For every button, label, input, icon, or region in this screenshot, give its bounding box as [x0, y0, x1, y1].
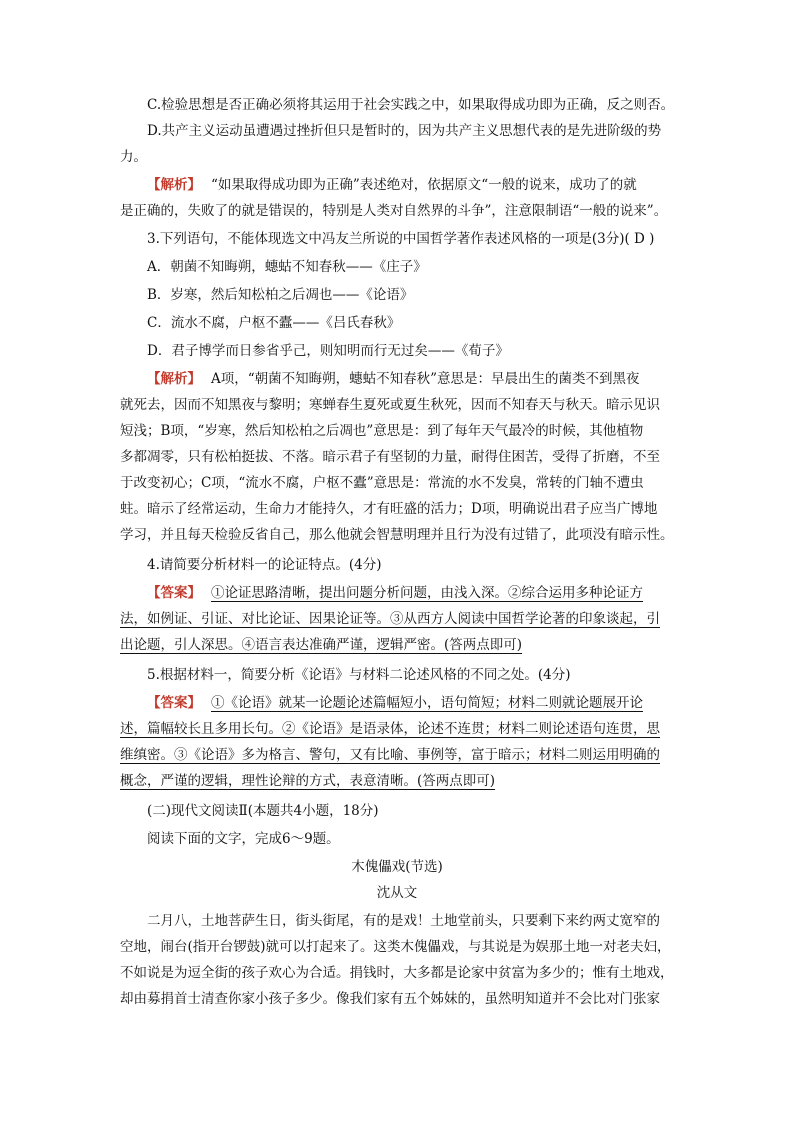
section2-instruction: 阅读下面的文字，完成6～9题。 — [147, 831, 340, 847]
q3-analysis-line6: 蛀。暗示了经常运动，生命力才能持久，才有旺盛的活力；D项，明确说出君子应当广博地 — [120, 501, 658, 517]
q5-answer-line4: 概念，严谨的逻辑，理性论辩的方式，表意清晰。(答两点即可) — [120, 773, 496, 789]
analysis-tag: 【解析】 — [147, 177, 201, 193]
q2-analysis-line1 — [147, 174, 637, 196]
q3-option-b: B．岁寒，然后知松柏之后凋也——《论语》 — [147, 287, 414, 303]
passage-line3: 不如说是为逗全街的孩子欢心为合适。捐钱时，大多都是论家中贫富为多少的；惟有土地戏， — [120, 965, 674, 981]
q4-stem: 4.请简要分析材料一的论证特点。(4分) — [147, 557, 382, 573]
q4-answer-line2: 法，如例证、引证、对比论证、因果论证等。③从西方人阅读中国哲学论著的印象谈起，引 — [120, 611, 660, 627]
passage-line4: 却由募捐首士清查你家小孩子多少。像我们家有五个姊妹的，虽然明知道并不会比对门张家 — [120, 991, 660, 1007]
q3-analysis-line4: 多都凋零，只有松柏挺拔、不落。暗示君子有坚韧的力量，耐得住困苦，受得了折磨，不至 — [120, 449, 660, 465]
q3-analysis-text1: A项，“朝菌不知晦朔，蟪蛄不知春秋”意思是：早晨出生的菌类不到黑夜 — [211, 371, 640, 387]
passage-author: 沈从文 — [376, 885, 418, 901]
q2-option-d-line2: 力。 — [120, 149, 147, 165]
q4-answer-line1 — [147, 582, 643, 604]
answer-tag: 【答案】 — [147, 585, 201, 601]
q3-analysis-line2: 就死去，因而不知黑夜与黎明；寒蝉春生夏死或夏生秋死，因而不知春天与秋天。暗示见识 — [120, 397, 660, 413]
q3-option-c: C．流水不腐，户枢不蠹——《吕氏春秋》 — [147, 315, 401, 331]
q3-option-d: D．君子博学而日参省乎己，则知明而行无过矣——《荀子》 — [147, 343, 509, 359]
q5-answer-text1: ①《论语》就某一论题论述篇幅短小，语句简短；材料二则就论题展开论 — [211, 695, 643, 711]
passage-line2: 空地，闹台(指开台锣鼓)就可以打起来了。这类木傀儡戏，与其说是为娱那土地一对老夫妇， — [120, 939, 671, 955]
q4-answer-text1: ①论证思路清晰，提出问题分析问题，由浅入深。②综合运用多种论证方 — [211, 585, 643, 601]
q4-answer-line3: 出论题，引人深思。④语言表达准确严谨，逻辑严密。(答两点即可) — [120, 637, 523, 653]
section2-heading: (二)现代文阅读Ⅱ(本题共4小题，18分) — [147, 803, 379, 819]
passage-line1: 二月八，土地菩萨生日，街头街尾，有的是戏！土地堂前头，只要剩下来约两丈宽窄的 — [147, 913, 660, 929]
q3-option-a: A．朝菌不知晦朔，蟪蛄不知春秋——《庄子》 — [147, 259, 427, 275]
passage-title: 木傀儡戏(节选) — [351, 859, 443, 875]
q5-answer-line1 — [147, 692, 643, 714]
q2-option-d-line1: D.共产主义运动虽遭遇过挫折但只是暂时的，因为共产主义思想代表的是先进阶级的势 — [147, 123, 662, 139]
q2-option-c: C.检验思想是否正确必须将其运用于社会实践之中，如果取得成功即为正确，反之则否。 — [147, 97, 675, 113]
analysis-tag: 【解析】 — [147, 371, 201, 387]
q3-analysis-line1 — [147, 368, 640, 390]
q3-analysis-line5: 于改变初心；C项，“流水不腐，户枢不蠹”意思是：常流的水不发臭，常转的门轴不遭虫 — [120, 475, 644, 491]
q5-stem: 5.根据材料一，简要分析《论语》与材料二论述风格的不同之处。(4分) — [147, 667, 571, 683]
q2-analysis-text1: “如果取得成功即为正确”表述绝对，依据原文“一般的说来，成功了的就 — [211, 177, 637, 193]
q5-answer-line3: 维缜密。③《论语》多为格言、警句，又有比喻、事例等，富于暗示；材料二则运用明确的 — [120, 747, 660, 763]
q3-stem: 3.下列语句，不能体现选文中冯友兰所说的中国哲学著作表述风格的一项是(3分)( D ) — [147, 231, 655, 247]
q3-analysis-line3: 短浅；B项，“岁寒，然后知松柏之后凋也”意思是：到了每年天气最冷的时候，其他植物 — [120, 423, 644, 439]
q2-analysis-line2: 是正确的，失败了的就是错误的，特别是人类对自然界的斗争”，注意限制语“一般的说来”。 — [120, 203, 668, 219]
answer-tag: 【答案】 — [147, 695, 201, 711]
q5-answer-line2: 述，篇幅较长且多用长句。②《论语》是语录体，论述不连贯；材料二则论述语句连贯，思 — [120, 721, 660, 737]
q3-analysis-line7: 学习，并且每天检验反省自己，那么他就会智慧明理并且行为没有过错了，此项没有暗示性。 — [120, 527, 674, 543]
